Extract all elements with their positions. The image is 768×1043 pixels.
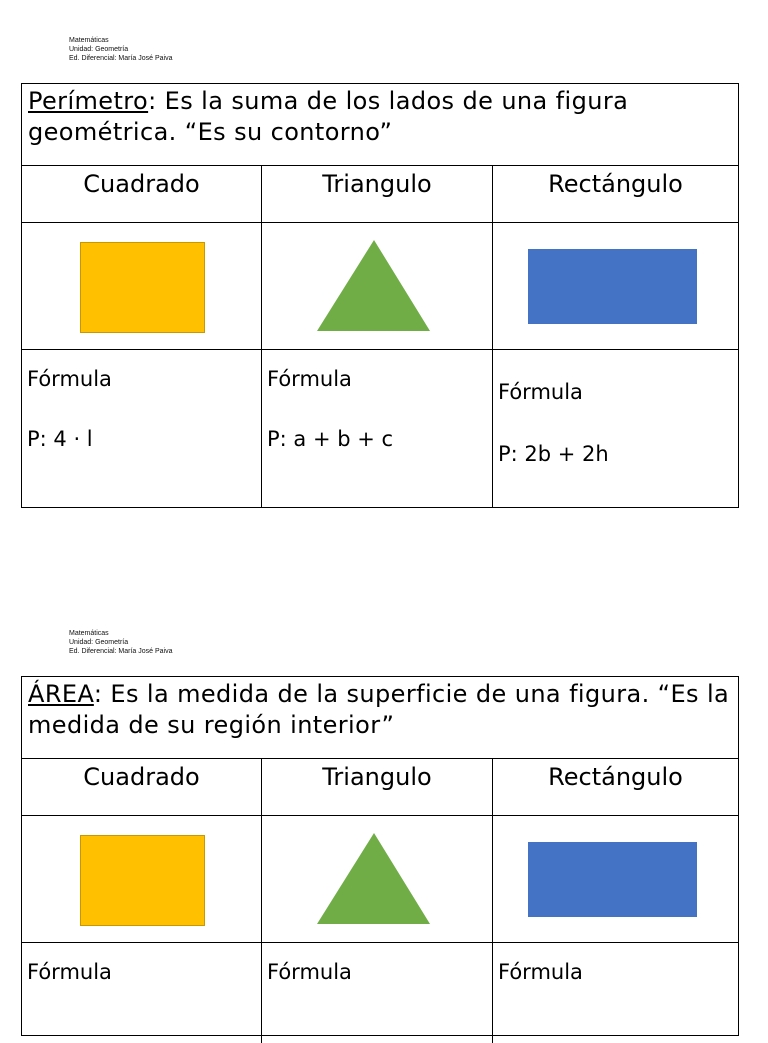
- rectangle-shape: [528, 249, 697, 324]
- formula-label: Fórmula: [27, 367, 112, 391]
- formula-square: P: 4 · l: [27, 427, 93, 451]
- area-table: [21, 676, 739, 1036]
- triangle-shape: [262, 816, 493, 943]
- perimeter-table: [21, 83, 739, 508]
- formula-label: Fórmula: [498, 960, 583, 984]
- column-header-square: Cuadrado: [22, 759, 262, 815]
- shapes-row: [22, 223, 738, 350]
- formula-label: Fórmula: [267, 367, 352, 391]
- rectangle-shape: [528, 842, 697, 917]
- perimeter-definition: [22, 84, 738, 166]
- formula-rectangle: P: 2b + 2h: [498, 442, 609, 466]
- header-teacher: Ed. Diferencial: María José Paiva: [69, 648, 173, 655]
- column-headers: [22, 166, 738, 223]
- triangle-shape: [262, 223, 493, 350]
- column-header-rectangle: Rectángulo: [548, 763, 683, 791]
- square-shape: [80, 835, 205, 926]
- area-definition: [22, 677, 738, 759]
- square-shape: [80, 242, 205, 333]
- formula-row: [22, 943, 738, 1043]
- shapes-row: [22, 816, 738, 943]
- header-unit: Unidad: Geometría: [69, 639, 129, 646]
- perimeter-term: Perímetro: [28, 87, 149, 115]
- formula-label: Fórmula: [498, 380, 583, 404]
- column-header-rectangle: Rectángulo: [548, 170, 683, 198]
- column-header-triangle: Triangulo: [262, 759, 493, 815]
- header-subject: Matemáticas: [69, 37, 109, 44]
- area-term: ÁREA: [28, 680, 94, 708]
- header-unit: Unidad: Geometría: [69, 46, 129, 53]
- area-definition-text: : Es la medida de la superficie de una figura. “Es la medida de su región interior”: [28, 680, 730, 739]
- column-headers: [22, 759, 738, 816]
- formula-label: Fórmula: [27, 960, 112, 984]
- column-header-square: Cuadrado: [22, 166, 262, 222]
- document-header: [69, 36, 173, 63]
- header-teacher: Ed. Diferencial: María José Paiva: [69, 55, 173, 62]
- document-header: [69, 629, 173, 656]
- header-subject: Matemáticas: [69, 630, 109, 637]
- formula-row: [22, 350, 738, 507]
- column-header-triangle: Triangulo: [262, 166, 493, 222]
- formula-triangle: P: a + b + c: [267, 427, 394, 451]
- perimeter-definition-text: : Es la suma de los lados de una figura geométrica. “Es su contorno”: [28, 87, 629, 146]
- formula-label: Fórmula: [267, 960, 352, 984]
